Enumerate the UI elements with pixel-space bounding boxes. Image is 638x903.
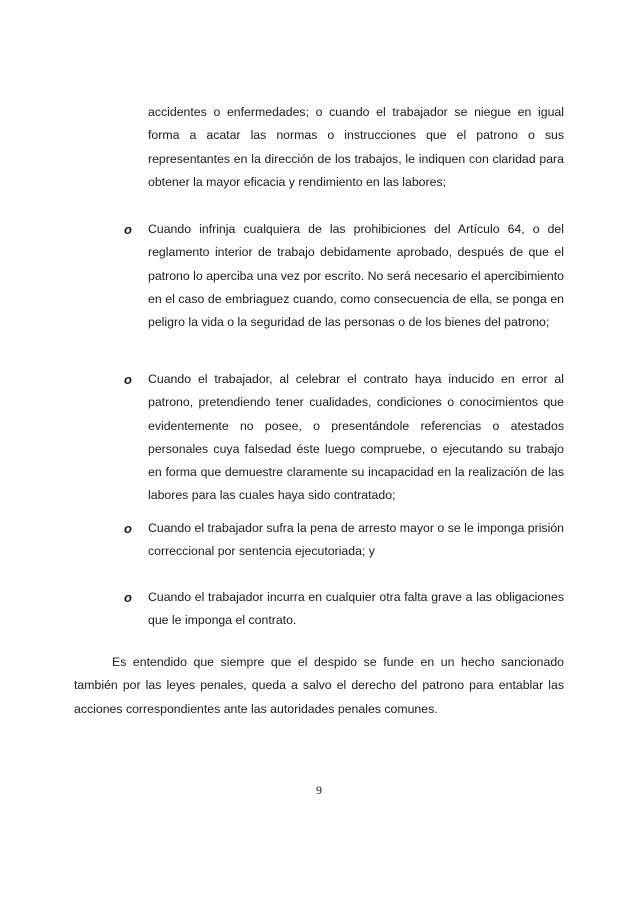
list-item: Cuando el trabajador incurra en cualquier otra falta grave a las obligaciones que le imponga el contrato. bbox=[148, 590, 564, 628]
list-item: Cuando el trabajador sufra la pena de arresto mayor o se le imponga prisión correccional por sentencia ejecutoriada; y bbox=[148, 521, 564, 559]
bullet-marker: o bbox=[124, 222, 132, 237]
list-item: Cuando el trabajador, al celebrar el contrato haya inducido en error al patrono, pretendiendo tener cualidades, condiciones o conocimientos que evidentemente no posee, o presentándole referencias o atestados personales cuya falsedad éste luego compruebe, o ejecutando su trabajo en forma que demuestre claramente su incapacidad en la realización de las labores para las cuales haya sido contratado; bbox=[148, 372, 564, 503]
bullet-marker: o bbox=[124, 590, 132, 605]
page-number: 9 bbox=[316, 783, 322, 797]
bullet-marker: o bbox=[124, 521, 132, 536]
continuation-paragraph: accidentes o enfermedades; o cuando el trabajador se niegue en igual forma a acatar las normas o instrucciones que el patrono o sus representantes en la dirección de los trabajos, le indiquen con claridad para obtener la mayor eficacia y rendimiento en las labores; bbox=[148, 105, 564, 189]
list-item: Cuando infrinja cualquiera de las prohibiciones del Artículo 64, o del reglamento interior de trabajo debidamente aprobado, después de que el patrono lo aperciba una vez por escrito. No será necesario el apercibimiento en el caso de embriaguez cuando, como consecuencia de ella, se ponga en peligro la vida o la seguridad de las personas o de los bienes del patrono; bbox=[148, 222, 564, 330]
bullet-marker: o bbox=[124, 372, 132, 387]
closing-paragraph: Es entendido que siempre que el despido se funde en un hecho sancionado también por las leyes penales, queda a salvo el derecho del patrono para entablar las acciones correspondientes ante las autoridades penales comunes. bbox=[74, 655, 564, 716]
